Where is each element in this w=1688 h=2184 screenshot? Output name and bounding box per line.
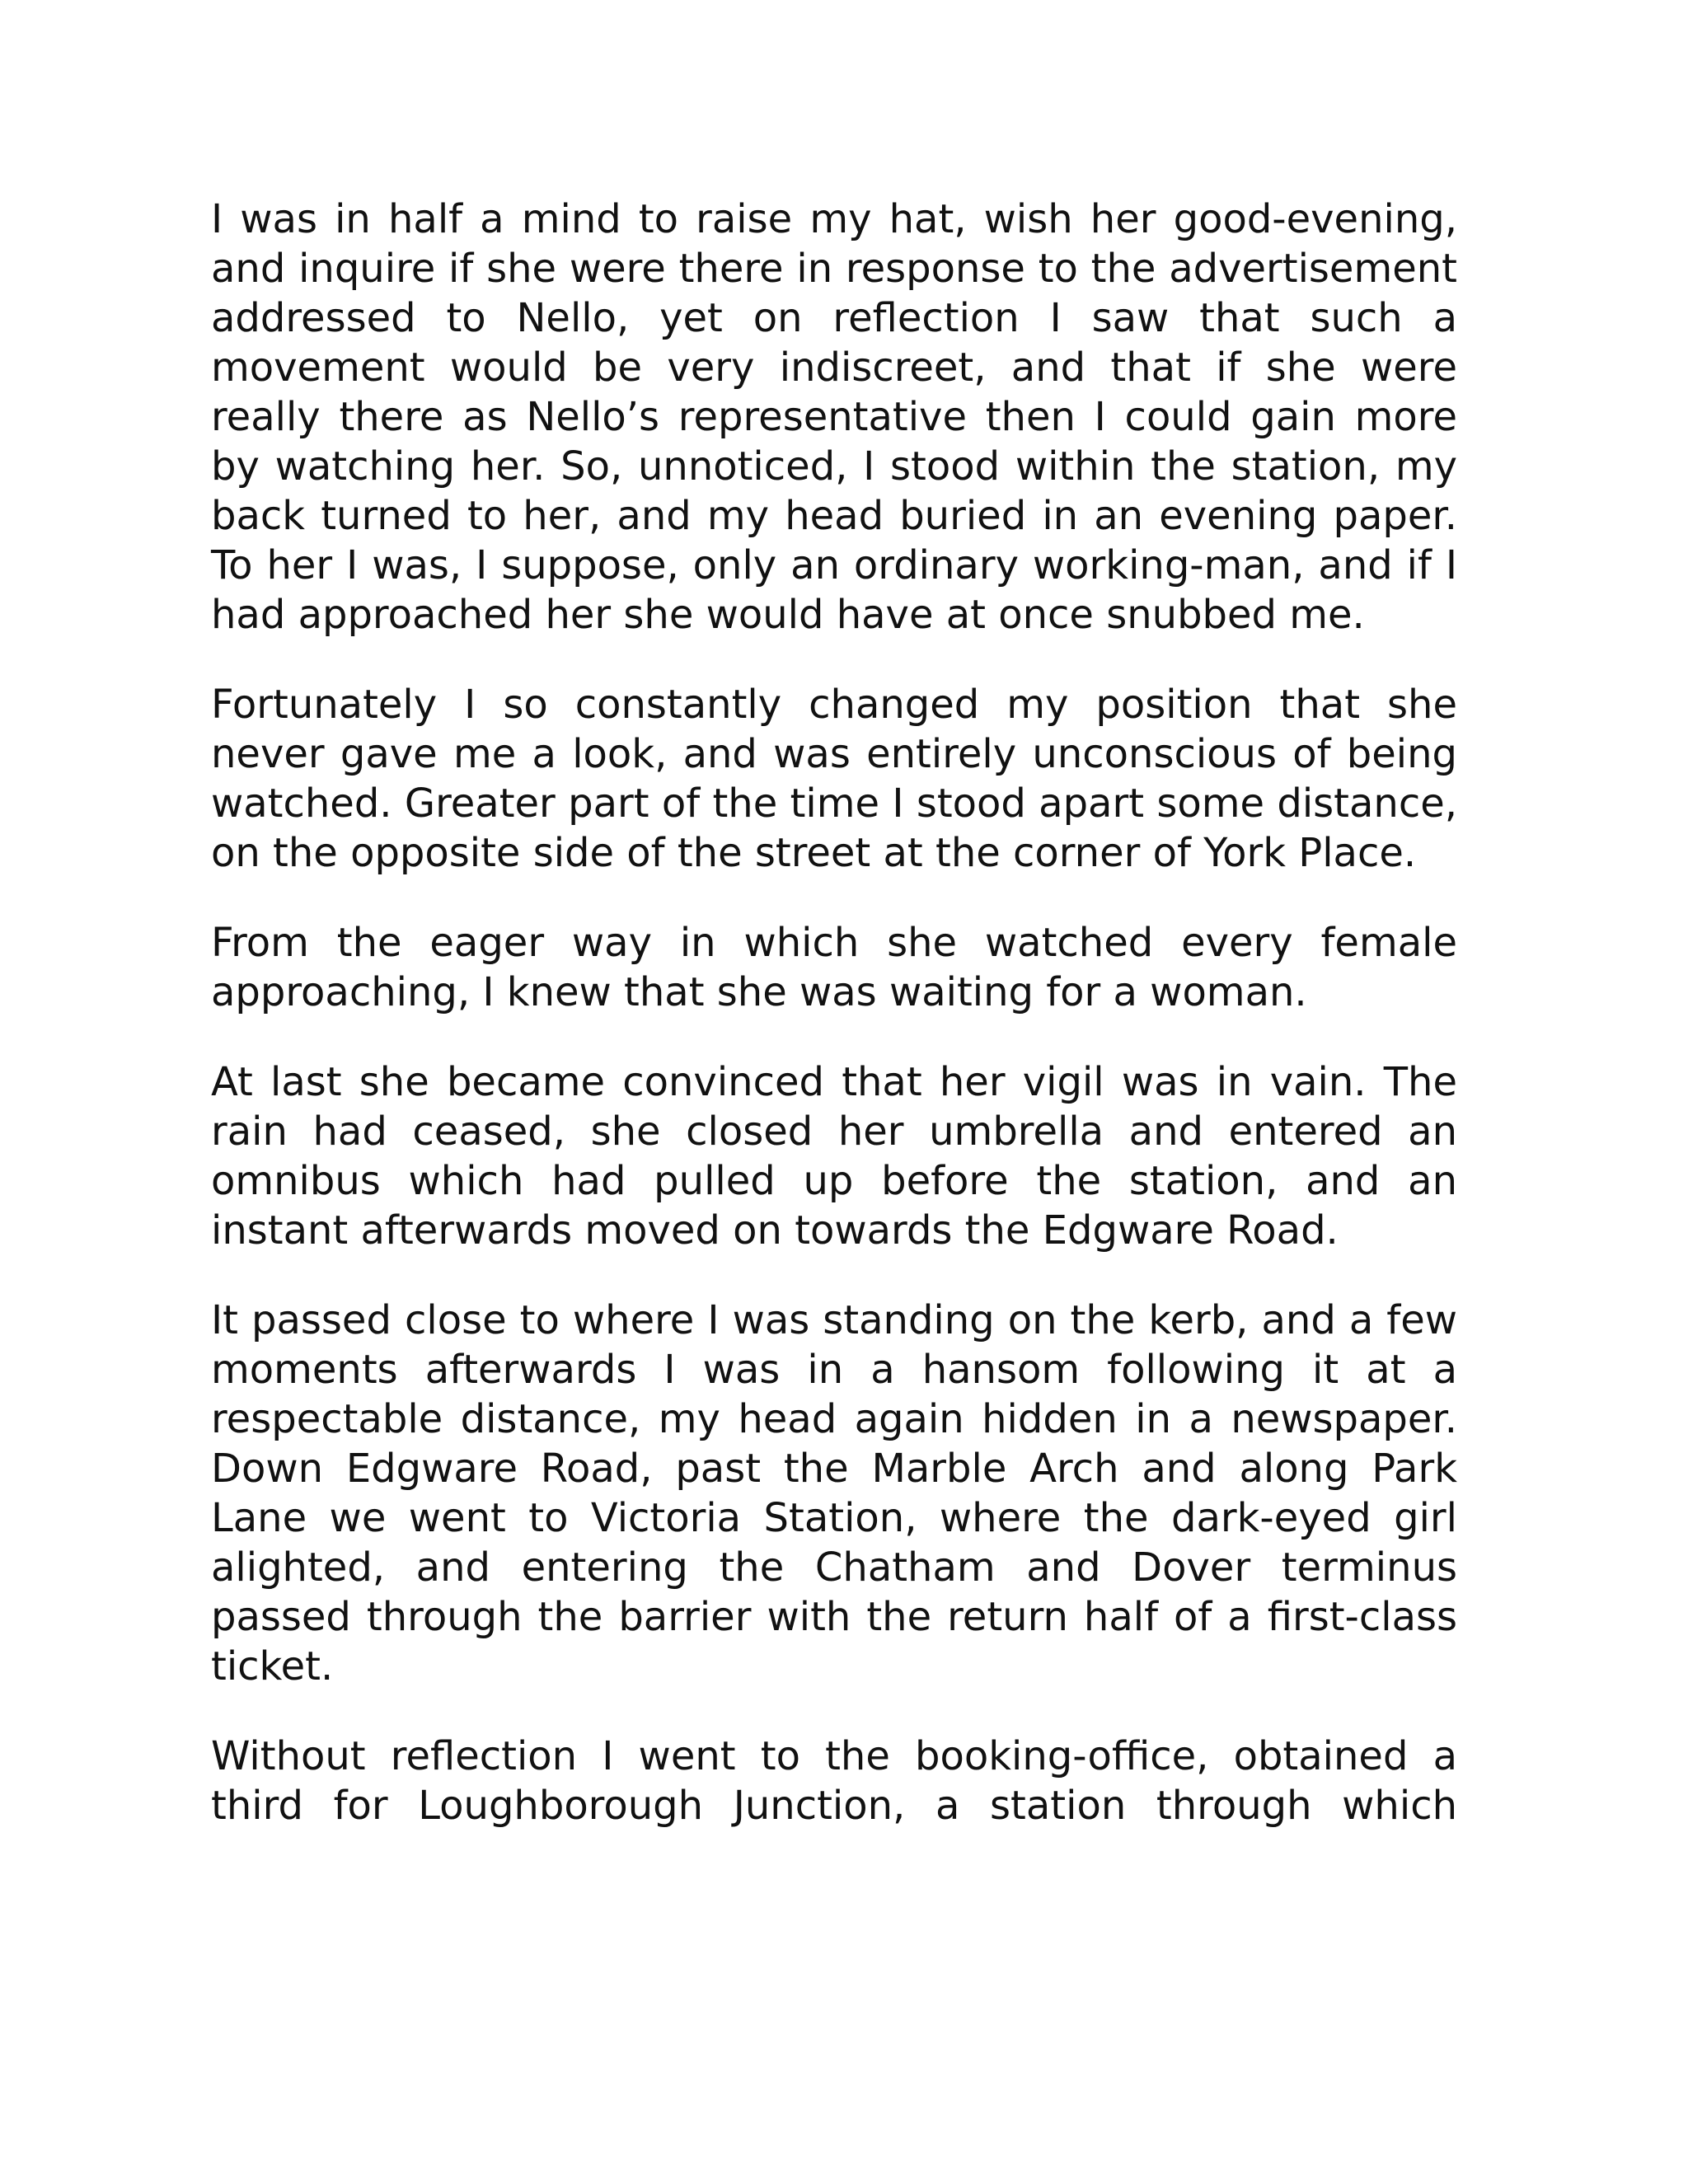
paragraph-6: Without reflection I went to the booking-office, obtained a third for Loughborough Junction, a station through which [211, 1733, 1457, 1829]
paragraph-3: From the eager way in which she watched every female approaching, I knew that she was waiting for a woman. [211, 920, 1457, 1015]
document-page [211, 194, 1457, 1830]
paragraph-5: It passed close to where I was standing on the kerb, and a few moments afterwards I was in a hansom following it at a respectable distance, my head again hidden in a newspaper. Down Edgware Road, past the Marble Arch and along Park Lane we went to Victoria Station, where the dark-eyed girl alighted, and entering the Chatham and Dover terminus passed through the barrier with the return half of a first-class ticket. [211, 1297, 1457, 1690]
paragraph-1: I was in half a mind to raise my hat, wish her good-evening, and inquire if she were there in response to the advertisement addressed to Nello, yet on reflection I saw that such a movement would be very indiscreet, and that if she were really there as Nello’s representative then I could gain more by watching her. So, unnoticed, I stood within the station, my back turned to her, and my head buried in an evening paper. To her I was, I suppose, only an ordinary working-man, and if I had approached her she would have at once snubbed me. [211, 196, 1457, 638]
paragraph-4: At last she became convinced that her vigil was in vain. The rain had ceased, she closed her umbrella and entered an omnibus which had pulled up before the station, and an instant afterwards moved on towards the Edgware Road. [211, 1059, 1457, 1254]
paragraph-2: Fortunately I so constantly changed my position that she never gave me a look, and was entirely unconscious of being watched. Greater part of the time I stood apart some distance, on the opposite side of the street at the corner of York Place. [211, 682, 1457, 876]
